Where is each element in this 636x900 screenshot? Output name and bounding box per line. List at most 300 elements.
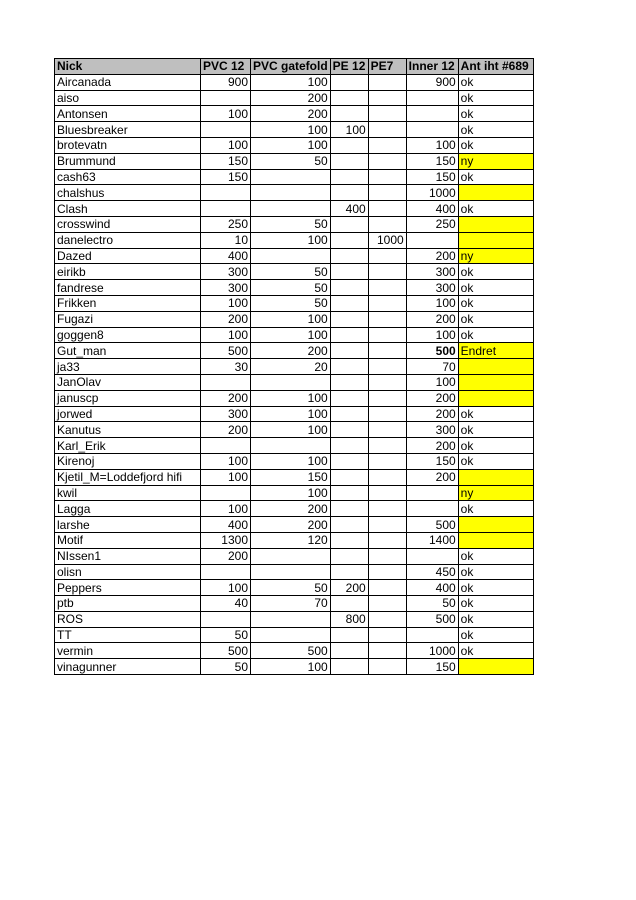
- table-row: [55, 643, 534, 659]
- cell-nick: Aircanada: [55, 74, 201, 90]
- cell-pvc-gatefold: 100: [251, 74, 331, 90]
- cell-pvc-gatefold: 100: [251, 453, 331, 469]
- cell-nick: aiso: [55, 90, 201, 106]
- cell-pvc12: 400: [201, 517, 251, 533]
- cell-pe12: [330, 153, 368, 169]
- cell-inner12: 200: [406, 438, 458, 454]
- cell-pe7: [368, 611, 406, 627]
- cell-pe12: 400: [330, 201, 368, 217]
- table-row: [55, 137, 534, 153]
- table-row: [55, 390, 534, 406]
- cell-pvc12: 100: [201, 453, 251, 469]
- cell-ant: ok: [458, 596, 533, 612]
- cell-pe12: [330, 90, 368, 106]
- cell-pvc-gatefold: [251, 627, 331, 643]
- cell-pe12: [330, 406, 368, 422]
- cell-ant: [458, 216, 533, 232]
- cell-inner12: 200: [406, 406, 458, 422]
- cell-pvc12: 500: [201, 343, 251, 359]
- cell-pvc12: 900: [201, 74, 251, 90]
- cell-pe7: [368, 517, 406, 533]
- cell-nick: Kirenoj: [55, 453, 201, 469]
- cell-pvc-gatefold: 100: [251, 122, 331, 138]
- cell-pe7: [368, 596, 406, 612]
- table-row: [55, 232, 534, 248]
- cell-pe7: [368, 90, 406, 106]
- table-row: [55, 406, 534, 422]
- table-row: [55, 359, 534, 375]
- cell-inner12: 300: [406, 280, 458, 296]
- cell-pe7: [368, 248, 406, 264]
- cell-pvc12: 150: [201, 169, 251, 185]
- cell-pe12: [330, 659, 368, 675]
- cell-pe7: [368, 485, 406, 501]
- cell-pvc12: 100: [201, 137, 251, 153]
- cell-ant: [458, 232, 533, 248]
- cell-nick: olisn: [55, 564, 201, 580]
- cell-pe12: [330, 517, 368, 533]
- cell-nick: brotevatn: [55, 137, 201, 153]
- cell-pe7: [368, 359, 406, 375]
- cell-pvc-gatefold: 100: [251, 232, 331, 248]
- cell-pe7: [368, 201, 406, 217]
- cell-inner12: 500: [406, 343, 458, 359]
- cell-pvc12: [201, 564, 251, 580]
- cell-ant: ok: [458, 548, 533, 564]
- cell-ant: [458, 374, 533, 390]
- cell-pe12: [330, 185, 368, 201]
- cell-pe12: [330, 343, 368, 359]
- table-row: [55, 517, 534, 533]
- cell-pe12: [330, 469, 368, 485]
- cell-inner12: 100: [406, 137, 458, 153]
- cell-ant: ok: [458, 137, 533, 153]
- cell-pe12: [330, 169, 368, 185]
- cell-pe12: [330, 390, 368, 406]
- cell-ant: [458, 532, 533, 548]
- cell-pe12: [330, 137, 368, 153]
- cell-pvc12: 50: [201, 627, 251, 643]
- cell-inner12: [406, 122, 458, 138]
- cell-nick: kwil: [55, 485, 201, 501]
- cell-nick: Bluesbreaker: [55, 122, 201, 138]
- cell-inner12: 100: [406, 295, 458, 311]
- cell-inner12: 200: [406, 390, 458, 406]
- cell-pvc-gatefold: 100: [251, 422, 331, 438]
- cell-pe7: [368, 295, 406, 311]
- cell-pvc-gatefold: 50: [251, 295, 331, 311]
- cell-pvc-gatefold: [251, 548, 331, 564]
- table-row: [55, 169, 534, 185]
- cell-pe12: [330, 248, 368, 264]
- header-ant: Ant iht #689: [458, 59, 533, 75]
- cell-pe7: [368, 580, 406, 596]
- cell-pe12: [330, 327, 368, 343]
- cell-pvc12: 100: [201, 469, 251, 485]
- cell-inner12: 1000: [406, 185, 458, 201]
- cell-inner12: 1000: [406, 643, 458, 659]
- cell-inner12: 400: [406, 201, 458, 217]
- cell-ant: ny: [458, 153, 533, 169]
- cell-pe12: [330, 564, 368, 580]
- cell-pvc-gatefold: 200: [251, 517, 331, 533]
- cell-pe7: [368, 374, 406, 390]
- table-row: [55, 501, 534, 517]
- cell-pe7: [368, 343, 406, 359]
- cell-pvc12: 100: [201, 580, 251, 596]
- cell-pe12: [330, 74, 368, 90]
- cell-inner12: 250: [406, 216, 458, 232]
- cell-nick: cash63: [55, 169, 201, 185]
- cell-pe7: [368, 643, 406, 659]
- cell-inner12: 50: [406, 596, 458, 612]
- cell-inner12: [406, 548, 458, 564]
- cell-pvc-gatefold: 500: [251, 643, 331, 659]
- cell-pvc12: [201, 485, 251, 501]
- table-row: [55, 327, 534, 343]
- cell-pvc12: 200: [201, 548, 251, 564]
- cell-nick: Gut_man: [55, 343, 201, 359]
- cell-pvc12: [201, 185, 251, 201]
- cell-pe7: [368, 264, 406, 280]
- cell-ant: ok: [458, 106, 533, 122]
- cell-pvc12: 100: [201, 295, 251, 311]
- cell-ant: ok: [458, 406, 533, 422]
- cell-pe12: [330, 532, 368, 548]
- cell-ant: ok: [458, 280, 533, 296]
- order-table: [54, 58, 534, 675]
- cell-nick: Clash: [55, 201, 201, 217]
- cell-pe7: [368, 137, 406, 153]
- cell-inner12: 150: [406, 453, 458, 469]
- cell-pvc12: [201, 90, 251, 106]
- cell-pvc-gatefold: [251, 185, 331, 201]
- cell-pvc-gatefold: 100: [251, 659, 331, 675]
- cell-nick: Fugazi: [55, 311, 201, 327]
- cell-pe12: 800: [330, 611, 368, 627]
- cell-pvc12: 100: [201, 106, 251, 122]
- cell-pe7: [368, 564, 406, 580]
- cell-nick: vinagunner: [55, 659, 201, 675]
- header-pvc-gatefold: PVC gatefold: [251, 59, 331, 75]
- table-row: [55, 185, 534, 201]
- table-row: [55, 485, 534, 501]
- cell-inner12: [406, 232, 458, 248]
- cell-pe7: [368, 74, 406, 90]
- table-row: [55, 106, 534, 122]
- cell-pvc12: 300: [201, 280, 251, 296]
- table-body: [55, 74, 534, 674]
- cell-ant: [458, 390, 533, 406]
- cell-pe12: [330, 627, 368, 643]
- table-row: [55, 374, 534, 390]
- table-row: [55, 74, 534, 90]
- cell-inner12: 150: [406, 169, 458, 185]
- table-row: [55, 201, 534, 217]
- cell-pvc12: 500: [201, 643, 251, 659]
- table-row: [55, 453, 534, 469]
- table-row: [55, 422, 534, 438]
- cell-pvc-gatefold: 50: [251, 280, 331, 296]
- cell-pe7: [368, 422, 406, 438]
- cell-nick: Antonsen: [55, 106, 201, 122]
- cell-pe7: [368, 406, 406, 422]
- cell-pvc-gatefold: 50: [251, 264, 331, 280]
- cell-pvc-gatefold: 20: [251, 359, 331, 375]
- cell-nick: TT: [55, 627, 201, 643]
- cell-inner12: 200: [406, 469, 458, 485]
- cell-nick: Kanutus: [55, 422, 201, 438]
- cell-pvc12: 400: [201, 248, 251, 264]
- cell-pvc-gatefold: [251, 438, 331, 454]
- cell-pvc12: 250: [201, 216, 251, 232]
- table-row: [55, 216, 534, 232]
- cell-inner12: 150: [406, 153, 458, 169]
- cell-ant: [458, 659, 533, 675]
- cell-ant: ok: [458, 327, 533, 343]
- cell-ant: ok: [458, 90, 533, 106]
- cell-inner12: 300: [406, 264, 458, 280]
- cell-nick: ROS: [55, 611, 201, 627]
- cell-inner12: [406, 485, 458, 501]
- cell-pe7: [368, 311, 406, 327]
- cell-ant: ok: [458, 295, 533, 311]
- cell-pe7: 1000: [368, 232, 406, 248]
- cell-inner12: [406, 106, 458, 122]
- cell-nick: Peppers: [55, 580, 201, 596]
- cell-nick: januscp: [55, 390, 201, 406]
- cell-pe12: [330, 422, 368, 438]
- cell-nick: Brummund: [55, 153, 201, 169]
- cell-pvc-gatefold: [251, 611, 331, 627]
- cell-ant: ok: [458, 580, 533, 596]
- cell-ant: Endret: [458, 343, 533, 359]
- cell-pe12: [330, 232, 368, 248]
- table-row: [55, 659, 534, 675]
- table-row: [55, 548, 534, 564]
- cell-nick: vermin: [55, 643, 201, 659]
- cell-pe7: [368, 627, 406, 643]
- cell-pvc12: 200: [201, 311, 251, 327]
- table-row: [55, 280, 534, 296]
- table-row: [55, 469, 534, 485]
- cell-pvc-gatefold: 70: [251, 596, 331, 612]
- table-row: [55, 564, 534, 580]
- header-pvc12: PVC 12: [201, 59, 251, 75]
- cell-nick: danelectro: [55, 232, 201, 248]
- table-row: [55, 611, 534, 627]
- cell-pe7: [368, 390, 406, 406]
- table-row: [55, 438, 534, 454]
- cell-ant: [458, 517, 533, 533]
- cell-pvc12: 50: [201, 659, 251, 675]
- cell-inner12: [406, 90, 458, 106]
- table-row: [55, 343, 534, 359]
- table-row: [55, 532, 534, 548]
- cell-pvc12: 200: [201, 390, 251, 406]
- table-row: [55, 153, 534, 169]
- cell-inner12: 450: [406, 564, 458, 580]
- cell-ant: ok: [458, 201, 533, 217]
- cell-pvc-gatefold: [251, 201, 331, 217]
- cell-pvc-gatefold: 100: [251, 137, 331, 153]
- cell-ant: ok: [458, 169, 533, 185]
- cell-pe12: [330, 453, 368, 469]
- cell-ant: ok: [458, 627, 533, 643]
- cell-nick: Lagga: [55, 501, 201, 517]
- cell-nick: Karl_Erik: [55, 438, 201, 454]
- cell-pvc12: 10: [201, 232, 251, 248]
- cell-pvc12: 300: [201, 264, 251, 280]
- cell-pe12: [330, 359, 368, 375]
- cell-pe12: [330, 596, 368, 612]
- cell-inner12: 900: [406, 74, 458, 90]
- cell-ant: ok: [458, 453, 533, 469]
- cell-pe7: [368, 169, 406, 185]
- cell-inner12: 500: [406, 517, 458, 533]
- cell-ant: ok: [458, 74, 533, 90]
- cell-pe7: [368, 532, 406, 548]
- cell-pe12: [330, 548, 368, 564]
- cell-pvc12: [201, 374, 251, 390]
- cell-pvc-gatefold: 100: [251, 485, 331, 501]
- cell-nick: crosswind: [55, 216, 201, 232]
- cell-pe7: [368, 469, 406, 485]
- cell-pvc12: [201, 122, 251, 138]
- cell-pvc12: 150: [201, 153, 251, 169]
- cell-pe7: [368, 327, 406, 343]
- cell-pe12: [330, 311, 368, 327]
- cell-nick: NIssen1: [55, 548, 201, 564]
- cell-pe7: [368, 659, 406, 675]
- cell-pvc12: [201, 438, 251, 454]
- cell-pe12: [330, 374, 368, 390]
- cell-ant: ok: [458, 311, 533, 327]
- cell-inner12: 200: [406, 311, 458, 327]
- table-row: [55, 90, 534, 106]
- cell-pe7: [368, 280, 406, 296]
- cell-ant: ok: [458, 422, 533, 438]
- cell-pvc-gatefold: 200: [251, 90, 331, 106]
- cell-pvc-gatefold: 100: [251, 390, 331, 406]
- cell-inner12: 70: [406, 359, 458, 375]
- cell-pe12: [330, 264, 368, 280]
- cell-pvc-gatefold: 50: [251, 153, 331, 169]
- cell-pe12: 200: [330, 580, 368, 596]
- cell-pvc12: 30: [201, 359, 251, 375]
- cell-pe7: [368, 106, 406, 122]
- cell-pe7: [368, 501, 406, 517]
- cell-nick: larshe: [55, 517, 201, 533]
- header-pe12: PE 12: [330, 59, 368, 75]
- cell-pvc12: 100: [201, 327, 251, 343]
- cell-pe12: [330, 295, 368, 311]
- cell-inner12: 100: [406, 327, 458, 343]
- cell-nick: goggen8: [55, 327, 201, 343]
- cell-pe7: [368, 548, 406, 564]
- cell-pe7: [368, 453, 406, 469]
- cell-ant: ok: [458, 611, 533, 627]
- cell-pvc12: [201, 201, 251, 217]
- cell-inner12: 1400: [406, 532, 458, 548]
- cell-inner12: 200: [406, 248, 458, 264]
- cell-pe7: [368, 216, 406, 232]
- cell-pvc-gatefold: [251, 169, 331, 185]
- cell-nick: ja33: [55, 359, 201, 375]
- table-row: [55, 596, 534, 612]
- cell-pvc-gatefold: [251, 248, 331, 264]
- cell-nick: eirikb: [55, 264, 201, 280]
- cell-pvc12: 40: [201, 596, 251, 612]
- cell-inner12: 300: [406, 422, 458, 438]
- cell-pvc-gatefold: 150: [251, 469, 331, 485]
- cell-inner12: 100: [406, 374, 458, 390]
- cell-inner12: 400: [406, 580, 458, 596]
- cell-nick: Kjetil_M=Loddefjord hifi: [55, 469, 201, 485]
- table-row: [55, 122, 534, 138]
- table-row: [55, 580, 534, 596]
- cell-pvc-gatefold: [251, 564, 331, 580]
- table-row: [55, 311, 534, 327]
- cell-ant: ok: [458, 264, 533, 280]
- cell-pvc-gatefold: 100: [251, 311, 331, 327]
- cell-inner12: 500: [406, 611, 458, 627]
- cell-pvc-gatefold: 50: [251, 216, 331, 232]
- cell-nick: Motif: [55, 532, 201, 548]
- cell-ant: [458, 469, 533, 485]
- cell-pe7: [368, 185, 406, 201]
- cell-nick: fandrese: [55, 280, 201, 296]
- cell-pe7: [368, 438, 406, 454]
- cell-pvc12: 200: [201, 422, 251, 438]
- table-row: [55, 248, 534, 264]
- cell-pe12: [330, 485, 368, 501]
- cell-pe7: [368, 122, 406, 138]
- cell-inner12: [406, 627, 458, 643]
- cell-pvc-gatefold: 120: [251, 532, 331, 548]
- cell-pe12: [330, 216, 368, 232]
- cell-pvc-gatefold: 200: [251, 343, 331, 359]
- cell-ant: [458, 185, 533, 201]
- cell-pvc12: 100: [201, 501, 251, 517]
- cell-ant: ny: [458, 248, 533, 264]
- header-inner12: Inner 12: [406, 59, 458, 75]
- cell-pe7: [368, 153, 406, 169]
- cell-pvc-gatefold: 50: [251, 580, 331, 596]
- cell-pvc-gatefold: 200: [251, 106, 331, 122]
- cell-nick: Frikken: [55, 295, 201, 311]
- header-row: [55, 59, 534, 75]
- cell-pe12: 100: [330, 122, 368, 138]
- cell-ant: ok: [458, 122, 533, 138]
- cell-pvc12: [201, 611, 251, 627]
- header-pe7: PE7: [368, 59, 406, 75]
- cell-pe12: [330, 106, 368, 122]
- cell-ant: ok: [458, 564, 533, 580]
- table-row: [55, 264, 534, 280]
- cell-pvc12: 1300: [201, 532, 251, 548]
- cell-inner12: 150: [406, 659, 458, 675]
- cell-ant: [458, 359, 533, 375]
- cell-pvc12: 300: [201, 406, 251, 422]
- table-row: [55, 295, 534, 311]
- cell-ant: ny: [458, 485, 533, 501]
- cell-pe12: [330, 643, 368, 659]
- cell-pvc-gatefold: 200: [251, 501, 331, 517]
- cell-pe12: [330, 501, 368, 517]
- cell-nick: jorwed: [55, 406, 201, 422]
- cell-pvc-gatefold: 100: [251, 406, 331, 422]
